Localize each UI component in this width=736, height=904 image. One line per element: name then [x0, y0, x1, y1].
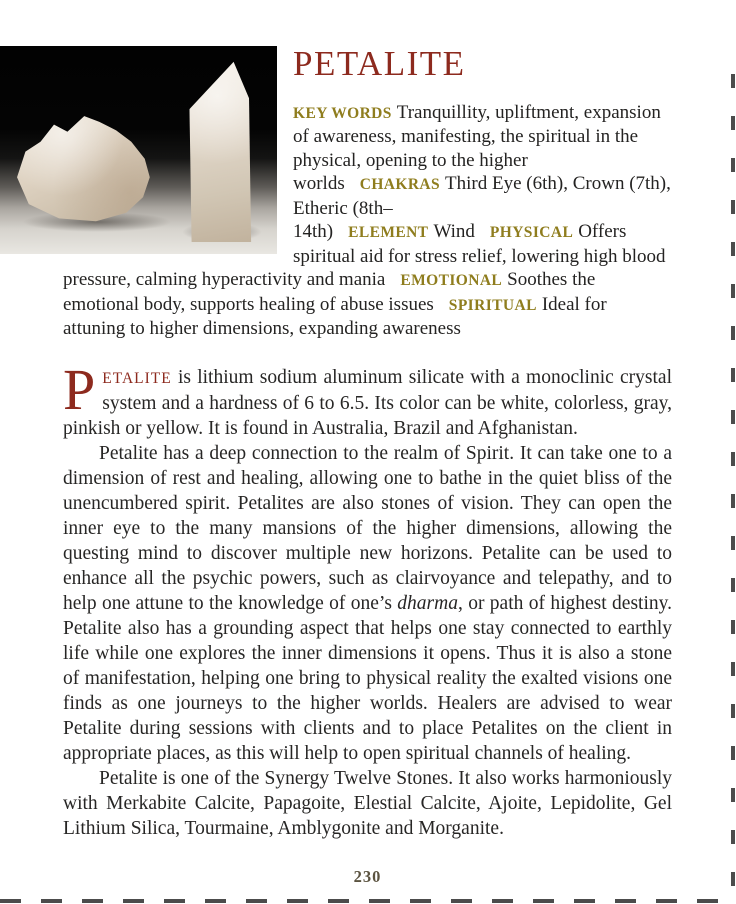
attribute-text-emotional: Soothes the emotional body, supports healing of abuse issues — [63, 269, 596, 315]
paragraph-properties-text-a: Petalite has a deep connection to the realm of Spirit. It can take one to a dimension of rest and healing, allowing one to bathe in the quiet bliss of the unencumbered spirit. Petalites are also stones of vision. They can open the inner eye to the many mansions of the higher dimensions, allowing the questing mind to discover multiple new horizons. Petalite can be used to enhance all the psychic powers, such as clairvoyance and telepathy, and to help one attune to the knowledge of one’s — [63, 442, 672, 614]
book-page — [0, 46, 736, 904]
paragraph-mineralogy — [63, 356, 672, 441]
paragraph-mineralogy-text: is lithium sodium aluminum silicate with a monoclinic crystal system and a hardness of 6 to 6.5. Its color can be white, colorless, gray, pinkish or yellow. It is found in Australia, Brazil and Afghanistan. — [63, 366, 672, 439]
attribute-label-key-words: KEY WORDS — [293, 104, 392, 122]
attribute-label-spiritual: SPIRITUAL — [448, 296, 537, 314]
dharma-italic: dharma — [397, 592, 458, 614]
petalite-small-caps: ETALITE — [102, 369, 172, 387]
attribute-label-emotional: EMOTIONAL — [400, 272, 503, 290]
paragraph-properties-text-b: , or path of highest destiny. Petalite also has a grounding aspect that helps one stay connected to earthly life while one explores the inner dimensions it opens. Thus it is also a stone of manifestation, helping one bring to physical reality the exalted visions one finds as one journeys to the higher worlds. Healers are advised to wear Petalite during sessions with clients and to place Petalites on the client in appropriate places, as this will help to open spiritual channels of healing. — [63, 592, 672, 764]
attribute-label-element: ELEMENT — [348, 224, 429, 242]
page-edge-dashes-bottom — [0, 899, 736, 903]
page-title: PETALITE — [293, 44, 466, 83]
attribute-text-chakras: Third Eye (6th), Crown (7th), Etheric (8th–14th) — [293, 173, 671, 243]
petalite-photo — [0, 46, 277, 254]
attribute-text-physical: Offers spiritual aid for stress relief, lowering high blood pressure, calming hyperactivity and mania — [63, 221, 666, 291]
crystal-specimen-right — [186, 60, 256, 242]
attribute-text-spiritual: Ideal for attuning to higher dimensions, expanding awareness — [63, 293, 607, 340]
paragraph-synergy: Petalite is one of the Synergy Twelve Stones. It also works harmoniously with Merkabite Calcite, Papagoite, Elestial Calcite, Ajoite, Lepidolite, Gel Lithium Silica, Tourmaine, Amblygonite and Morganite. — [63, 767, 672, 839]
attribute-label-physical: PHYSICAL — [489, 224, 574, 242]
paragraph-properties — [63, 441, 672, 766]
page-edge-dashes-right — [731, 46, 735, 904]
attribute-label-chakras: CHAKRAS — [359, 176, 441, 194]
drop-cap: P — [63, 356, 96, 422]
attribute-text-key-words: Tranquillity, upliftment, expansion of awareness, manifesting, the spiritual in the physical, opening to the higher worlds — [293, 101, 661, 195]
page-number: 230 — [353, 866, 382, 886]
attribute-text-element: Wind — [433, 221, 475, 243]
